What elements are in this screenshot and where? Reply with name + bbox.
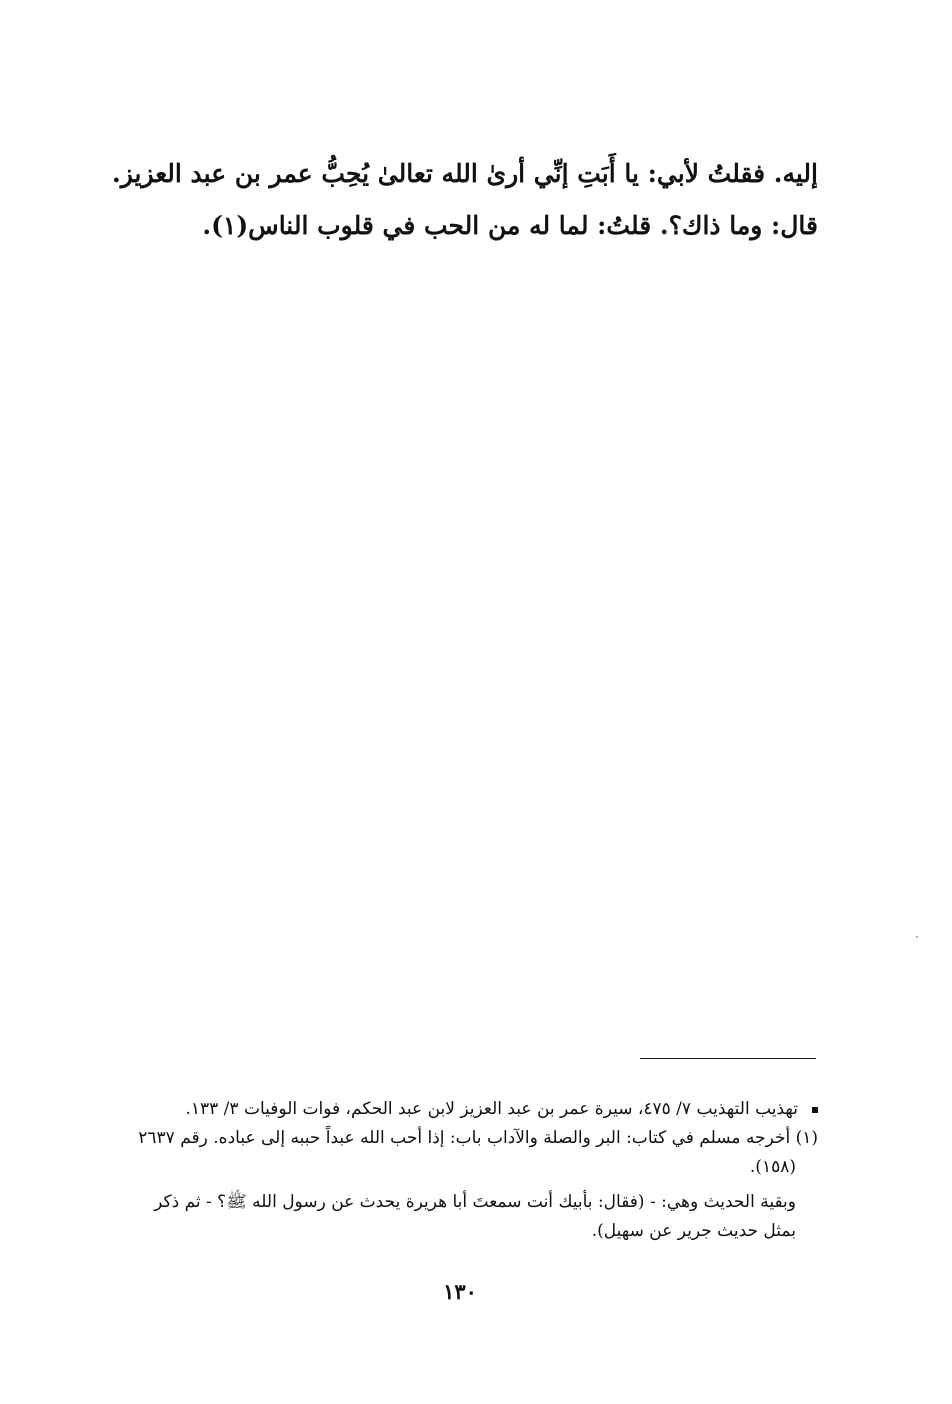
page-number: ١٣٠ bbox=[443, 1279, 477, 1304]
scan-speck bbox=[916, 936, 918, 938]
footnote-1-line-2: (١٥٨). bbox=[749, 1157, 796, 1177]
main-paragraph: إليه. فقلتُ لأبي: يا أَبَتِ إنِّي أرىٰ الله تعالىٰ يُحِبُّ عمر بن عبد العزيز. قال: وما ذاك؟. قلتُ: لما له من الحب في قلوب الناس(١). bbox=[111, 159, 818, 240]
footnote-source bbox=[112, 1095, 818, 1124]
footnotes-section bbox=[112, 1095, 818, 1246]
footnote-1-line-4: بمثل حديث جرير عن سهيل). bbox=[591, 1221, 796, 1241]
footnote-source-text: تهذيب التهذيب ٧/ ٤٧٥، سيرة عمر بن عبد العزيز لابن عبد الحكم، فوات الوفيات ٣/ ١٣٣. bbox=[185, 1099, 798, 1119]
footnote-1-line-3: وبقية الحديث وهي: - (فقال: بأبيك أنت سمعتَ أبا هريرة يحدث عن رسول الله ﷺ؟ - ثم ذكر bbox=[154, 1192, 796, 1212]
footnote-1-line-1: (١) أخرجه مسلم في كتاب: البر والصلة والآداب باب: إذا أحب الله عبداً حببه إلى عباده. رقم ٢٦٣٧ bbox=[138, 1128, 818, 1148]
footnote-separator bbox=[640, 1058, 816, 1059]
bullet-icon bbox=[812, 1107, 818, 1113]
